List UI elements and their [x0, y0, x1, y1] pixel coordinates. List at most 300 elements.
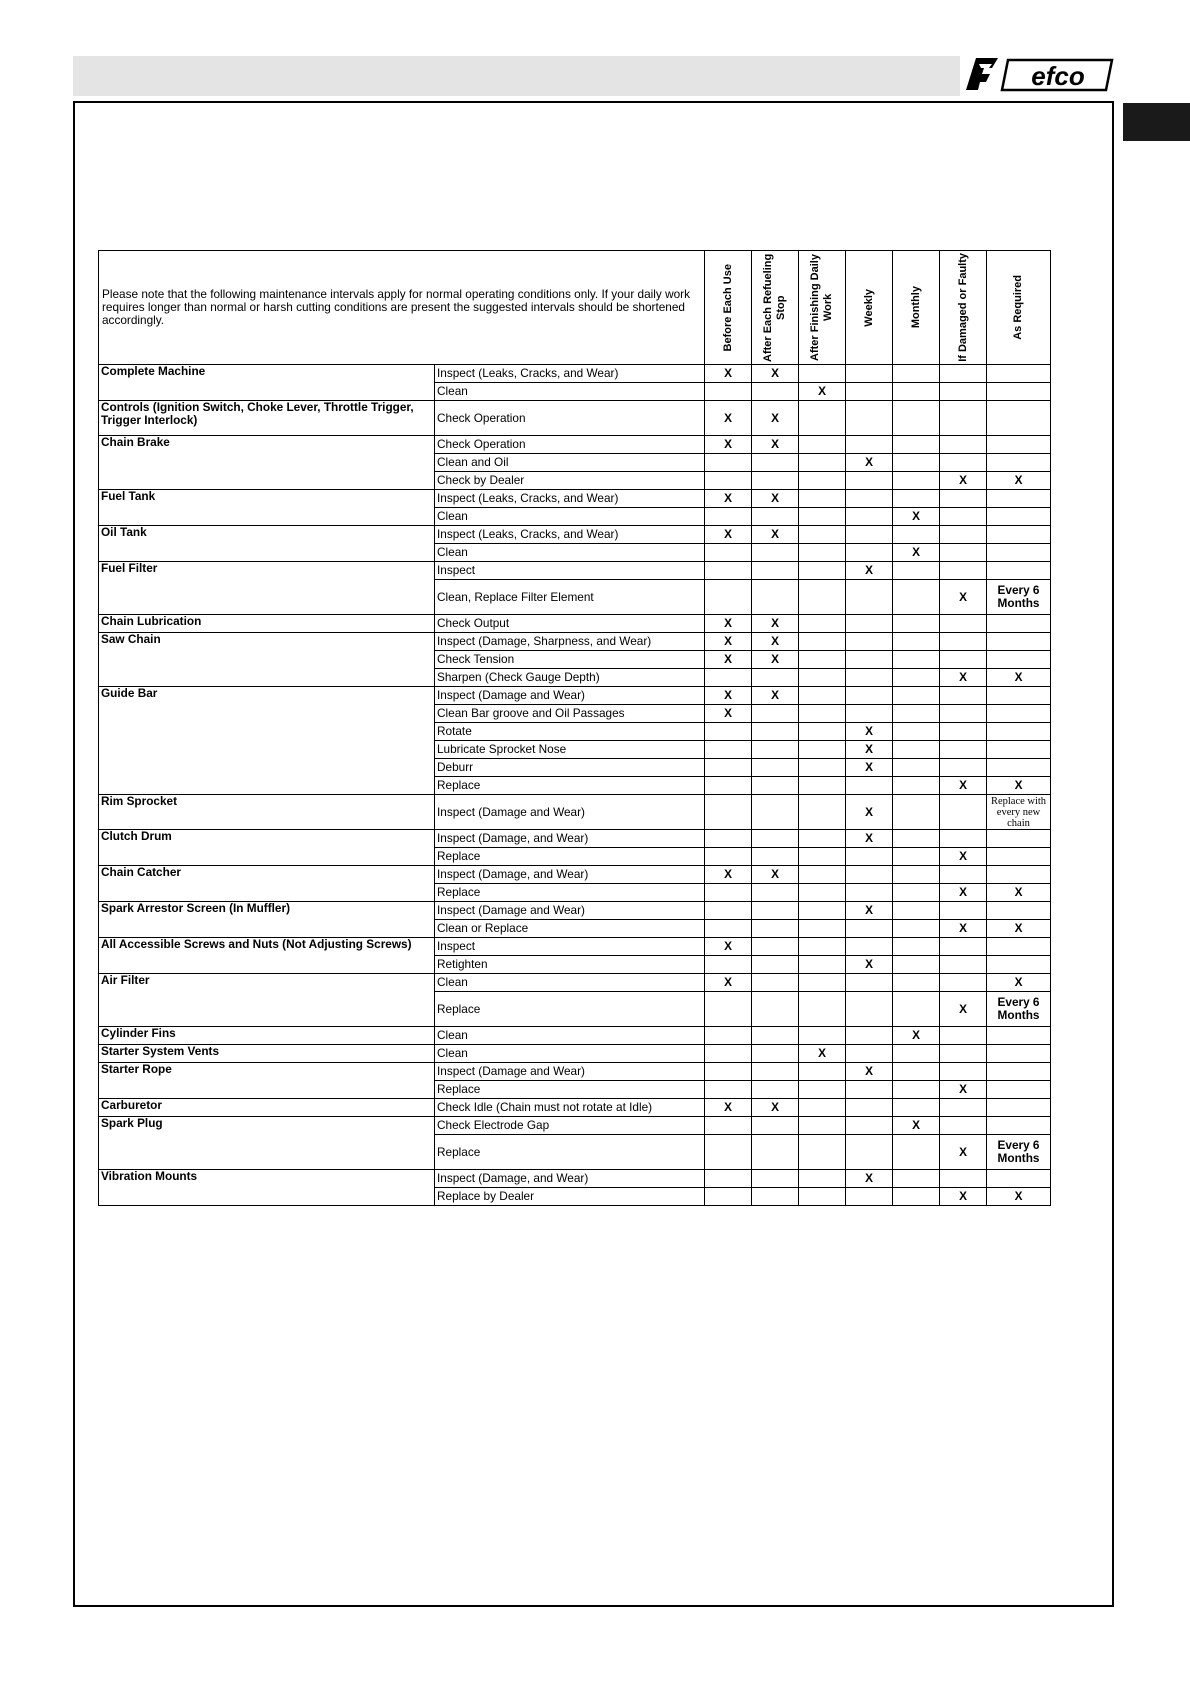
- interval-mark: [893, 651, 940, 669]
- interval-mark: [705, 580, 752, 615]
- table-row: [99, 974, 1051, 992]
- interval-mark: X: [987, 669, 1051, 687]
- interval-mark: X: [752, 1099, 799, 1117]
- interval-mark: [940, 687, 987, 705]
- action-cell: Replace: [435, 848, 705, 866]
- interval-mark: [893, 1170, 940, 1188]
- interval-mark: [846, 1135, 893, 1170]
- interval-mark: [940, 490, 987, 508]
- interval-mark: [893, 1063, 940, 1081]
- interval-mark: [705, 1027, 752, 1045]
- interval-mark: [893, 454, 940, 472]
- component-name: Controls (Ignition Switch, Choke Lever, Throttle Trigger, Trigger Interlock): [99, 401, 435, 436]
- interval-mark: [705, 1135, 752, 1170]
- interval-mark: [940, 1063, 987, 1081]
- interval-mark: [893, 633, 940, 651]
- interval-mark: [893, 580, 940, 615]
- interval-mark: [846, 401, 893, 436]
- interval-mark: X: [799, 383, 846, 401]
- table-row: [99, 902, 1051, 920]
- action-cell: Deburr: [435, 759, 705, 777]
- interval-mark: X: [940, 884, 987, 902]
- interval-mark: [752, 974, 799, 992]
- interval-mark: [799, 1027, 846, 1045]
- table-row: [99, 830, 1051, 848]
- interval-mark: [940, 562, 987, 580]
- action-cell: Inspect (Damage and Wear): [435, 795, 705, 830]
- interval-mark: [987, 1081, 1051, 1099]
- action-cell: Replace: [435, 992, 705, 1027]
- interval-mark: [987, 759, 1051, 777]
- interval-mark: X: [705, 615, 752, 633]
- table-row: [99, 1063, 1051, 1081]
- interval-mark: [799, 544, 846, 562]
- interval-mark: [940, 741, 987, 759]
- component-name: Starter System Vents: [99, 1045, 435, 1063]
- interval-mark: [799, 1063, 846, 1081]
- action-cell: Inspect (Damage, Sharpness, and Wear): [435, 633, 705, 651]
- action-cell: Replace: [435, 884, 705, 902]
- interval-mark: [799, 956, 846, 974]
- header-bar: [73, 56, 960, 96]
- action-cell: Retighten: [435, 956, 705, 974]
- col-header: After Each Refueling Stop: [752, 251, 799, 365]
- interval-mark: [705, 741, 752, 759]
- action-cell: Inspect (Damage, and Wear): [435, 1170, 705, 1188]
- component-name: Saw Chain: [99, 633, 435, 687]
- interval-mark: X: [846, 956, 893, 974]
- interval-mark: [940, 651, 987, 669]
- interval-mark: [799, 633, 846, 651]
- interval-mark: [799, 741, 846, 759]
- interval-mark: [752, 848, 799, 866]
- interval-mark: [752, 508, 799, 526]
- interval-mark: [799, 508, 846, 526]
- interval-mark: [987, 544, 1051, 562]
- interval-mark: X: [752, 490, 799, 508]
- interval-mark: [799, 365, 846, 383]
- interval-mark: [940, 938, 987, 956]
- interval-mark: [799, 866, 846, 884]
- interval-mark: [940, 436, 987, 454]
- interval-mark: [752, 723, 799, 741]
- interval-mark: [752, 956, 799, 974]
- interval-mark: [893, 687, 940, 705]
- interval-mark: X: [940, 1188, 987, 1206]
- interval-mark: [799, 759, 846, 777]
- interval-mark: [940, 902, 987, 920]
- component-name: Chain Catcher: [99, 866, 435, 902]
- interval-mark: X: [846, 1063, 893, 1081]
- col-header: After Finishing Daily Work: [799, 251, 846, 365]
- interval-mark: [799, 580, 846, 615]
- interval-mark: X: [846, 830, 893, 848]
- interval-mark: X: [705, 974, 752, 992]
- interval-mark: [752, 920, 799, 938]
- interval-mark: [752, 759, 799, 777]
- interval-mark: X: [846, 902, 893, 920]
- interval-mark: X: [705, 705, 752, 723]
- action-cell: Inspect (Damage, and Wear): [435, 866, 705, 884]
- interval-mark: [799, 436, 846, 454]
- interval-mark: [987, 454, 1051, 472]
- table-row: [99, 365, 1051, 383]
- interval-mark: [846, 651, 893, 669]
- interval-mark: [705, 902, 752, 920]
- action-cell: Replace: [435, 777, 705, 795]
- interval-mark: [987, 902, 1051, 920]
- interval-mark: [893, 830, 940, 848]
- action-cell: Replace: [435, 1135, 705, 1170]
- interval-mark: [799, 651, 846, 669]
- interval-mark: X: [705, 526, 752, 544]
- action-cell: Clean: [435, 544, 705, 562]
- action-cell: Inspect (Damage and Wear): [435, 1063, 705, 1081]
- interval-mark: [893, 490, 940, 508]
- interval-mark: [987, 723, 1051, 741]
- interval-mark: [893, 759, 940, 777]
- interval-mark: [940, 830, 987, 848]
- interval-mark: [893, 848, 940, 866]
- interval-mark: X: [846, 759, 893, 777]
- interval-mark: X: [705, 866, 752, 884]
- action-cell: Clean: [435, 1027, 705, 1045]
- interval-mark: [752, 938, 799, 956]
- interval-mark: [940, 1170, 987, 1188]
- table-row: [99, 436, 1051, 454]
- interval-mark: [987, 490, 1051, 508]
- interval-mark: [893, 1045, 940, 1063]
- interval-mark: [799, 795, 846, 830]
- interval-mark: [846, 633, 893, 651]
- interval-mark: X: [799, 1045, 846, 1063]
- interval-mark: [705, 759, 752, 777]
- interval-mark: [987, 687, 1051, 705]
- interval-mark: X: [987, 777, 1051, 795]
- component-name: Spark Arrestor Screen (In Muffler): [99, 902, 435, 938]
- interval-mark: [752, 1063, 799, 1081]
- interval-mark: [846, 777, 893, 795]
- interval-mark: X: [705, 1099, 752, 1117]
- table-row: [99, 687, 1051, 705]
- interval-mark: X: [940, 580, 987, 615]
- table-row: [99, 615, 1051, 633]
- action-cell: Inspect (Leaks, Cracks, and Wear): [435, 490, 705, 508]
- interval-mark: X: [987, 472, 1051, 490]
- component-name: Air Filter: [99, 974, 435, 1027]
- interval-mark: X: [752, 365, 799, 383]
- interval-mark: [752, 472, 799, 490]
- interval-mark: [940, 795, 987, 830]
- interval-mark: [846, 526, 893, 544]
- interval-mark: [752, 1117, 799, 1135]
- col-header: Weekly: [846, 251, 893, 365]
- interval-mark: [705, 848, 752, 866]
- component-name: Clutch Drum: [99, 830, 435, 866]
- interval-mark: [799, 777, 846, 795]
- component-name: Complete Machine: [99, 365, 435, 401]
- interval-mark: X: [893, 544, 940, 562]
- interval-mark: [705, 1117, 752, 1135]
- table-row: [99, 1170, 1051, 1188]
- interval-mark: [705, 472, 752, 490]
- interval-mark: [893, 866, 940, 884]
- interval-mark: [940, 705, 987, 723]
- interval-mark: [987, 1045, 1051, 1063]
- interval-mark: [987, 383, 1051, 401]
- component-name: Starter Rope: [99, 1063, 435, 1099]
- interval-mark: [752, 1045, 799, 1063]
- interval-mark: [799, 723, 846, 741]
- component-name: All Accessible Screws and Nuts (Not Adjusting Screws): [99, 938, 435, 974]
- action-cell: Inspect (Damage and Wear): [435, 687, 705, 705]
- interval-mark: [799, 615, 846, 633]
- action-cell: Check Electrode Gap: [435, 1117, 705, 1135]
- interval-mark: [987, 938, 1051, 956]
- interval-mark: [752, 669, 799, 687]
- interval-mark: X: [752, 526, 799, 544]
- interval-mark: [940, 526, 987, 544]
- action-cell: Clean: [435, 383, 705, 401]
- interval-mark: [752, 562, 799, 580]
- interval-mark: [705, 1170, 752, 1188]
- interval-mark: X: [705, 436, 752, 454]
- interval-mark: [893, 902, 940, 920]
- col-header: If Damaged or Faulty: [940, 251, 987, 365]
- action-cell: Check by Dealer: [435, 472, 705, 490]
- interval-mark: [940, 1117, 987, 1135]
- interval-mark: [705, 1188, 752, 1206]
- action-cell: Clean: [435, 974, 705, 992]
- component-name: Spark Plug: [99, 1117, 435, 1170]
- table-row: [99, 1117, 1051, 1135]
- action-cell: Rotate: [435, 723, 705, 741]
- table-row: [99, 490, 1051, 508]
- interval-mark: [705, 1081, 752, 1099]
- interval-mark: [846, 1081, 893, 1099]
- interval-mark: Every 6 Months: [987, 580, 1051, 615]
- interval-mark: [893, 974, 940, 992]
- interval-mark: [799, 938, 846, 956]
- interval-mark: [893, 365, 940, 383]
- interval-mark: [846, 866, 893, 884]
- interval-mark: [799, 454, 846, 472]
- col-header: As Required: [987, 251, 1051, 365]
- interval-mark: [987, 848, 1051, 866]
- interval-mark: [987, 830, 1051, 848]
- interval-mark: [799, 974, 846, 992]
- interval-mark: [705, 777, 752, 795]
- interval-mark: [940, 615, 987, 633]
- action-cell: Lubricate Sprocket Nose: [435, 741, 705, 759]
- interval-mark: [799, 472, 846, 490]
- component-name: Carburetor: [99, 1099, 435, 1117]
- interval-mark: [893, 1081, 940, 1099]
- interval-mark: [987, 1117, 1051, 1135]
- interval-mark: [705, 723, 752, 741]
- action-cell: Inspect: [435, 938, 705, 956]
- interval-mark: X: [987, 974, 1051, 992]
- interval-mark: [940, 365, 987, 383]
- interval-mark: X: [987, 1188, 1051, 1206]
- interval-mark: X: [752, 436, 799, 454]
- interval-mark: [893, 1135, 940, 1170]
- interval-mark: [940, 956, 987, 974]
- interval-mark: [987, 508, 1051, 526]
- interval-mark: [987, 956, 1051, 974]
- interval-mark: X: [940, 992, 987, 1027]
- interval-mark: X: [752, 866, 799, 884]
- action-cell: Clean Bar groove and Oil Passages: [435, 705, 705, 723]
- interval-mark: [752, 454, 799, 472]
- interval-mark: [705, 562, 752, 580]
- interval-mark: [940, 383, 987, 401]
- interval-mark: [940, 1099, 987, 1117]
- interval-mark: [940, 1027, 987, 1045]
- table-row: [99, 795, 1051, 830]
- interval-mark: [799, 848, 846, 866]
- table-row: [99, 866, 1051, 884]
- interval-mark: [752, 705, 799, 723]
- interval-mark: [705, 669, 752, 687]
- interval-mark: [799, 1081, 846, 1099]
- action-cell: Clean and Oil: [435, 454, 705, 472]
- interval-mark: X: [940, 472, 987, 490]
- interval-mark: [752, 830, 799, 848]
- interval-mark: [940, 759, 987, 777]
- interval-mark: [799, 526, 846, 544]
- interval-mark: [940, 454, 987, 472]
- interval-mark: X: [705, 490, 752, 508]
- action-cell: Check Operation: [435, 436, 705, 454]
- component-name: Oil Tank: [99, 526, 435, 562]
- interval-mark: [987, 1099, 1051, 1117]
- efco-logo: [962, 54, 1114, 96]
- interval-mark: [940, 974, 987, 992]
- action-cell: Inspect (Leaks, Cracks, and Wear): [435, 526, 705, 544]
- interval-mark: [799, 1099, 846, 1117]
- interval-mark: [752, 884, 799, 902]
- component-name: Vibration Mounts: [99, 1170, 435, 1206]
- interval-mark: [799, 920, 846, 938]
- interval-mark: [752, 1081, 799, 1099]
- interval-mark: [893, 383, 940, 401]
- interval-mark: [705, 1045, 752, 1063]
- interval-mark: [846, 383, 893, 401]
- interval-mark: X: [987, 920, 1051, 938]
- interval-mark: [799, 490, 846, 508]
- interval-mark: [893, 401, 940, 436]
- interval-mark: [799, 1135, 846, 1170]
- interval-mark: [799, 401, 846, 436]
- interval-mark: [705, 920, 752, 938]
- table-row: [99, 1027, 1051, 1045]
- interval-mark: [799, 1170, 846, 1188]
- table-row: [99, 633, 1051, 651]
- interval-mark: [987, 1063, 1051, 1081]
- action-cell: Clean or Replace: [435, 920, 705, 938]
- interval-mark: X: [893, 1117, 940, 1135]
- interval-mark: [799, 830, 846, 848]
- interval-mark: [752, 544, 799, 562]
- interval-mark: [893, 956, 940, 974]
- interval-mark: [893, 669, 940, 687]
- interval-mark: X: [705, 633, 752, 651]
- logo-wordmark: efco: [1031, 61, 1085, 91]
- interval-mark: X: [987, 884, 1051, 902]
- interval-mark: [846, 490, 893, 508]
- table-row: [99, 1099, 1051, 1117]
- interval-mark: [752, 741, 799, 759]
- action-cell: Inspect: [435, 562, 705, 580]
- interval-mark: X: [705, 938, 752, 956]
- table-row: [99, 562, 1051, 580]
- interval-mark: [846, 1117, 893, 1135]
- conditions-note: Please note that the following maintenance intervals apply for normal operating conditions only. If your daily work requires longer than normal or harsh cutting conditions are present the suggested intervals should be shortened accordingly.: [99, 251, 705, 365]
- interval-mark: [752, 1170, 799, 1188]
- action-cell: Clean, Replace Filter Element: [435, 580, 705, 615]
- interval-mark: [846, 580, 893, 615]
- interval-mark: [940, 1045, 987, 1063]
- interval-mark: [846, 920, 893, 938]
- interval-mark: [846, 1099, 893, 1117]
- interval-mark: [799, 992, 846, 1027]
- action-cell: Inspect (Damage, and Wear): [435, 830, 705, 848]
- action-cell: Check Output: [435, 615, 705, 633]
- interval-mark: [893, 1188, 940, 1206]
- interval-mark: X: [940, 1081, 987, 1099]
- interval-mark: [940, 866, 987, 884]
- interval-mark: [893, 795, 940, 830]
- table-row: [99, 1045, 1051, 1063]
- interval-mark: [893, 562, 940, 580]
- interval-mark: [846, 669, 893, 687]
- interval-mark: X: [705, 687, 752, 705]
- table-row: [99, 938, 1051, 956]
- interval-mark: [893, 884, 940, 902]
- interval-mark: [799, 1188, 846, 1206]
- interval-mark: X: [705, 401, 752, 436]
- interval-mark: [705, 454, 752, 472]
- component-name: Chain Brake: [99, 436, 435, 490]
- interval-mark: X: [705, 365, 752, 383]
- table-row: [99, 526, 1051, 544]
- interval-mark: [752, 795, 799, 830]
- interval-mark: [846, 687, 893, 705]
- interval-mark: [987, 562, 1051, 580]
- interval-mark: [940, 401, 987, 436]
- interval-mark: X: [940, 1135, 987, 1170]
- component-name: Cylinder Fins: [99, 1027, 435, 1045]
- interval-mark: [940, 633, 987, 651]
- interval-mark: [705, 383, 752, 401]
- component-name: Rim Sprocket: [99, 795, 435, 830]
- interval-mark: X: [893, 1027, 940, 1045]
- action-cell: Sharpen (Check Gauge Depth): [435, 669, 705, 687]
- interval-mark: [893, 526, 940, 544]
- interval-mark: X: [846, 741, 893, 759]
- interval-mark: [893, 1099, 940, 1117]
- col-header: Before Each Use: [705, 251, 752, 365]
- interval-mark: [799, 884, 846, 902]
- interval-mark: [846, 992, 893, 1027]
- interval-mark: X: [705, 651, 752, 669]
- component-name: Fuel Filter: [99, 562, 435, 615]
- interval-mark: [893, 705, 940, 723]
- interval-mark: [846, 436, 893, 454]
- interval-mark: X: [940, 848, 987, 866]
- interval-mark: [987, 866, 1051, 884]
